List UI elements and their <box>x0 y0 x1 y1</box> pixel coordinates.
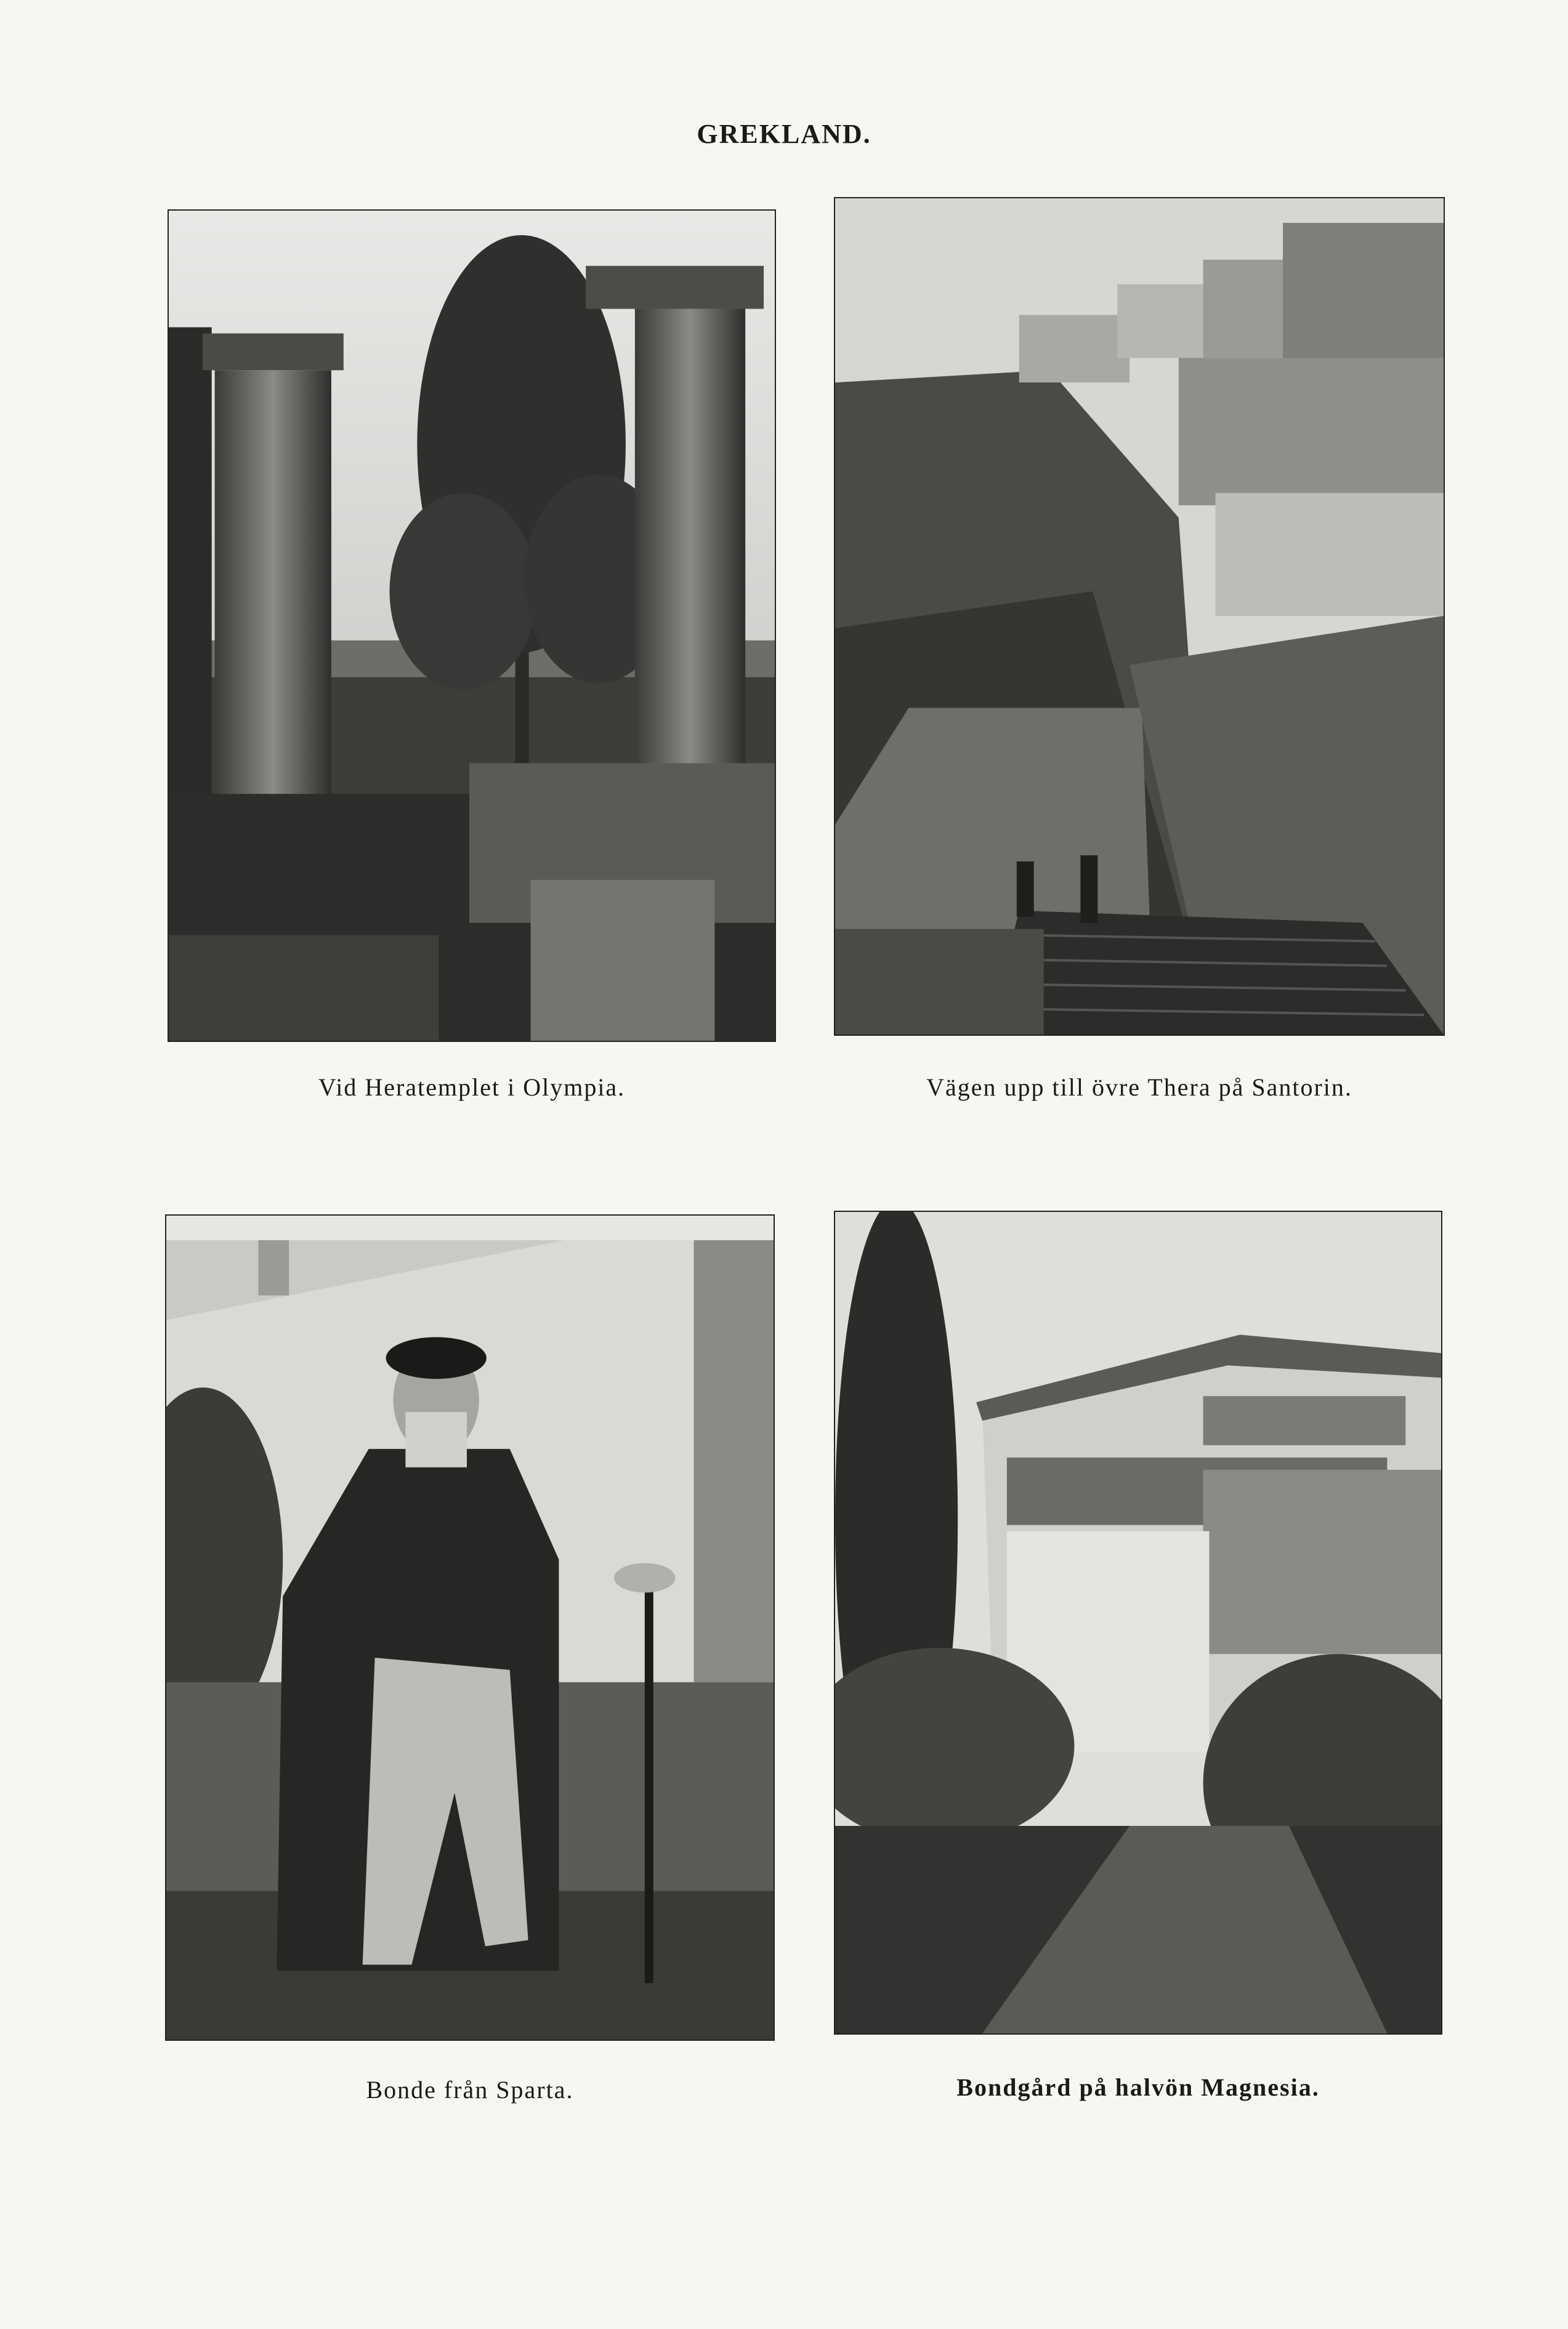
photo-heraion-olympia <box>168 209 776 1042</box>
sparta-farmer-image <box>166 1216 774 2040</box>
caption-farmer-sparta: Bonde från Sparta. <box>366 2076 574 2104</box>
photo-farmer-sparta <box>165 1214 775 2041</box>
caption-thera-santorini: Vägen upp till övre Thera på Santorin. <box>926 1073 1352 1101</box>
thera-road-image <box>835 198 1444 1035</box>
photo-thera-santorini <box>834 197 1445 1036</box>
page-title: GREKLAND. <box>697 119 871 149</box>
caption-farmhouse-magnesia: Bondgård på halvön Magnesia. <box>956 2073 1320 2101</box>
caption-heraion-olympia: Vid Heratemplet i Olympia. <box>318 1073 626 1101</box>
photo-farmhouse-magnesia <box>834 1211 1442 2035</box>
heraion-columns-image <box>169 211 775 1041</box>
magnesia-farmhouse-image <box>835 1212 1441 2033</box>
